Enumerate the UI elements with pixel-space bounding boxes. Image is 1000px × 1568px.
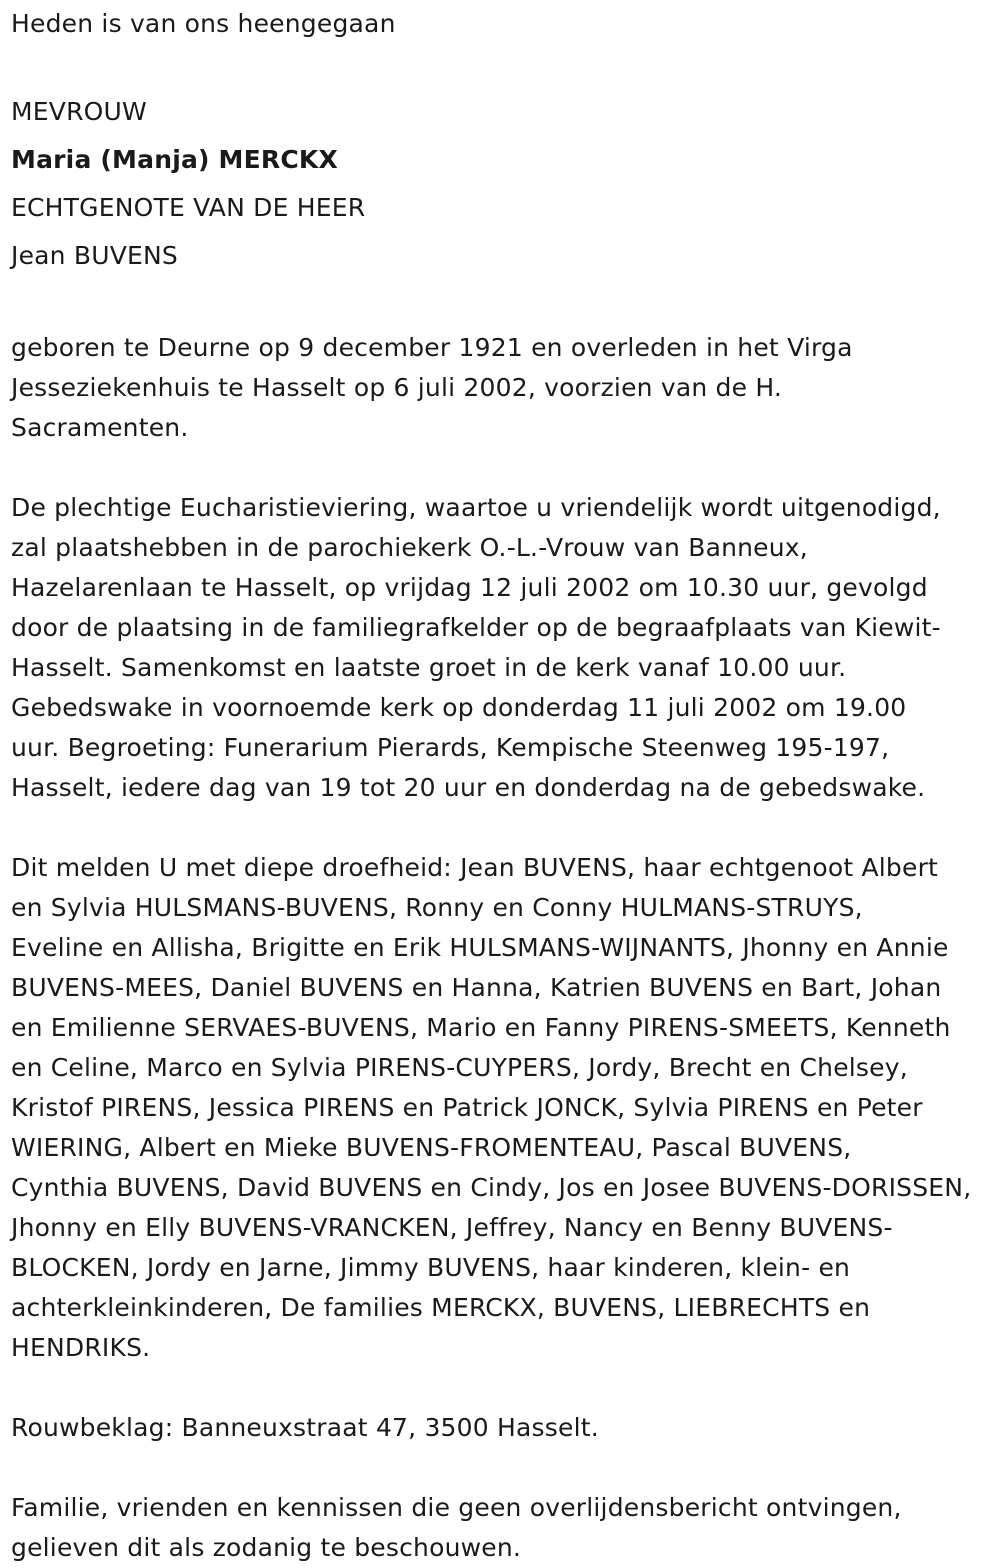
paragraph-line: Sacramenten.: [11, 413, 189, 442]
paragraph-line: BLOCKEN, Jordy en Jarne, Jimmy BUVENS, haar kinderen, klein- en: [11, 1253, 851, 1282]
paragraph-line: Hasselt. Samenkomst en laatste groet in de kerk vanaf 10.00 uur.: [11, 653, 847, 682]
intro-text: Heden is van ons heengegaan: [11, 9, 396, 38]
spouse-name: Jean BUVENS: [11, 241, 178, 270]
birth-death-paragraph: [11, 328, 996, 448]
closing-paragraph: [11, 1488, 996, 1568]
paragraph-line: Hasselt, iedere dag van 19 tot 20 uur en donderdag na de gebedswake.: [11, 773, 926, 802]
paragraph-line: en Sylvia HULSMANS-BUVENS, Ronny en Conny HULMANS-STRUYS,: [11, 893, 863, 922]
paragraph-line: door de plaatsing in de familiegrafkelder op de begraafplaats van Kiewit-: [11, 613, 941, 642]
paragraph-line: uur. Begroeting: Funerarium Pierards, Kempische Steenweg 195-197,: [11, 733, 890, 762]
paragraph-line: De plechtige Eucharistieviering, waartoe u vriendelijk wordt uitgenodigd,: [11, 493, 941, 522]
paragraph-line: Kristof PIRENS, Jessica PIRENS en Patrick JONCK, Sylvia PIRENS en Peter: [11, 1093, 923, 1122]
paragraph-line: gelieven dit als zodanig te beschouwen.: [11, 1533, 522, 1562]
title-prefix: MEVROUW: [11, 97, 147, 126]
paragraph-line: Cynthia BUVENS, David BUVENS en Cindy, Jos en Josee BUVENS-DORISSEN,: [11, 1173, 972, 1202]
paragraph-line: Familie, vrienden en kennissen die geen overlijdensbericht ontvingen,: [11, 1493, 902, 1522]
paragraph-line: Hazelarenlaan te Hasselt, op vrijdag 12 juli 2002 om 10.30 uur, gevolgd: [11, 573, 928, 602]
paragraph-line: geboren te Deurne op 9 december 1921 en overleden in het Virga: [11, 333, 853, 362]
paragraph-line: achterkleinkinderen, De families MERCKX, BUVENS, LIEBRECHTS en: [11, 1293, 871, 1322]
ceremony-paragraph: [11, 488, 996, 808]
obituary-document: [11, 0, 996, 1568]
deceased-header: [11, 88, 996, 280]
deceased-name: Maria (Manja) MERCKX: [11, 145, 338, 174]
paragraph-line: Dit melden U met diepe droefheid: Jean BUVENS, haar echtgenoot Albert: [11, 853, 939, 882]
paragraph-line: Jesseziekenhuis te Hasselt op 6 juli 2002, voorzien van de H.: [11, 373, 783, 402]
relation-text: ECHTGENOTE VAN DE HEER: [11, 193, 366, 222]
paragraph-line: WIERING, Albert en Mieke BUVENS-FROMENTEAU, Pascal BUVENS,: [11, 1133, 852, 1162]
paragraph-line: zal plaatshebben in de parochiekerk O.-L.-Vrouw van Banneux,: [11, 533, 808, 562]
paragraph-line: BUVENS-MEES, Daniel BUVENS en Hanna, Katrien BUVENS en Bart, Johan: [11, 973, 942, 1002]
paragraph-line: en Emilienne SERVAES-BUVENS, Mario en Fanny PIRENS-SMEETS, Kenneth: [11, 1013, 951, 1042]
family-paragraph: [11, 848, 996, 1368]
paragraph-line: Jhonny en Elly BUVENS-VRANCKEN, Jeffrey, Nancy en Benny BUVENS-: [11, 1213, 893, 1242]
paragraph-line: HENDRIKS.: [11, 1333, 151, 1362]
paragraph-line: Rouwbeklag: Banneuxstraat 47, 3500 Hasselt.: [11, 1413, 599, 1442]
paragraph-line: Gebedswake in voornoemde kerk op donderdag 11 juli 2002 om 19.00: [11, 693, 907, 722]
paragraph-line: Eveline en Allisha, Brigitte en Erik HULSMANS-WIJNANTS, Jhonny en Annie: [11, 933, 949, 962]
paragraph-line: en Celine, Marco en Sylvia PIRENS-CUYPERS, Jordy, Brecht en Chelsey,: [11, 1053, 908, 1082]
condolence-address-paragraph: [11, 1408, 996, 1448]
